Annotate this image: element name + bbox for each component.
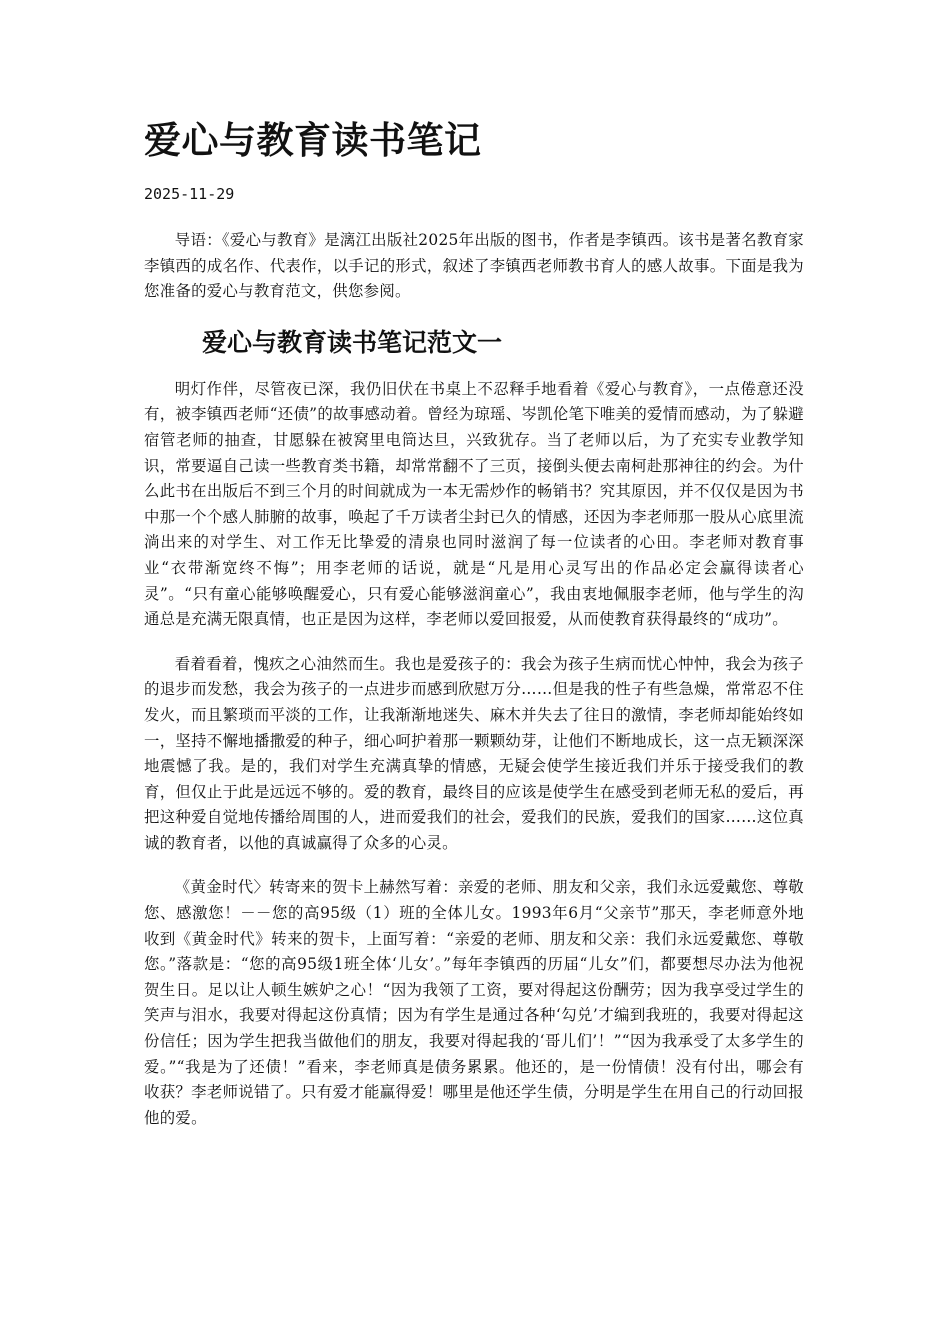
intro-paragraph: 导语：《爱心与教育》是漓江出版社2025年出版的图书，作者是李镇西。该书是著名教育家李镇西的成名作、代表作，以手记的形式，叙述了李镇西老师教书育人的感人故事。下面是我为您准备的爱心与教育范文，供您参阅。 xyxy=(144,231,804,301)
body-paragraph-1: 明灯作伴，尽管夜已深，我仍旧伏在书桌上不忍释手地看着《爱心与教育》，一点倦意还没有，被李镇西老师“还债”的故事感动着。曾经为琼瑶、岑凯伦笔下唯美的爱情而感动，为了躲避宿管老师的抽查，甘愿躲在被窝里电筒达旦，兴致犹存。当了老师以后，为了充实专业教学知识，常要逼自己读一些教育类书籍，却常常翻不了三页，接倒头便去南柯赴那神往的约会。为什么此书在出版后不到三个月的时间就成为一本无需炒作的畅销书？究其原因，并不仅仅是因为书中那一个个感人肺腑的故事，唤起了千万读者尘封已久的情感，还因为李老师那一股从心底里流淌出来的对学生、对工作无比挚爱的清泉也同时滋润了每一位读者的心田。李老师对教育事业“衣带渐宽终不悔”；用李老师的话说，就是“凡是用心灵写出的作品必定会赢得读者心灵”。“只有童心能够唤醒爱心，只有爱心能够滋润童心”，我由衷地佩服李老师，他与学生的沟通总是充满无限真情，也正是因为这样，李老师以爱回报爱，从而使教育获得最终的“成功”。 xyxy=(144,379,804,629)
document-page xyxy=(144,112,804,1131)
body-paragraph-2: 看着看着，愧疚之心油然而生。我也是爱孩子的：我会为孩子生病而忧心忡忡，我会为孩子的退步而发愁，我会为孩子的一点进步而感到欣慰万分……但是我的性子有些急燥，常常忍不住发火，而且繁琐而平淡的工作，让我渐渐地迷失、麻木并失去了往日的激情，李老师却能始终如一，坚持不懈地播撒爱的种子，细心呵护着那一颗颗幼芽，让他们不断地成长，这一点无颖深深地震憾了我。是的，我们对学生充满真挚的情感，无疑会使学生接近我们并乐于接受我们的教育，但仅止于此是远远不够的。爱的教育，最终目的应该是使学生在感受到老师无私的爱后，再把这种爱自觉地传播给周围的人，进而爱我们的社会，爱我们的民族，爱我们的国家……这位真诚的教育者，以他的真诚赢得了众多的心灵。 xyxy=(144,654,804,852)
document-date: 2025-11-29 xyxy=(144,185,235,203)
section-title: 爱心与教育读书笔记范文一 xyxy=(202,327,503,357)
document-title: 爱心与教育读书笔记 xyxy=(144,119,482,162)
body-paragraph-3: 《黄金时代〉转寄来的贺卡上赫然写着：亲爱的老师、朋友和父亲，我们永远爱戴您、尊敬您、感激您！－－您的高95级（1）班的全体儿女。1993年6月“父亲节”那天，李老师意外地收到《黄金时代》转来的贺卡，上面写着：“亲爱的老师、朋友和父亲：我们永远爱戴您、尊敬您。”落款是：“您的高95级1班全体‘儿女’。”每年李镇西的历届“儿女”们，都要想尽办法为他祝贺生日。足以让人顿生嫉妒之心！“因为我领了工资，要对得起这份酬劳；因为我享受过学生的笑声与泪水，我要对得起这份真情；因为有学生是通过各种‘勾兑’才编到我班的，我要对得起这份信任；因为学生把我当做他们的朋友，我要对得起我的‘哥儿们’！”“因为我承受了太多学生的爱。”“我是为了还债！”看来，李老师真是债务累累。他还的，是一份情债！没有付出，哪会有收获？李老师说错了。只有爱才能赢得爱！哪里是他还学生债，分明是学生在用自己的行动回报他的爱。 xyxy=(144,878,804,1127)
